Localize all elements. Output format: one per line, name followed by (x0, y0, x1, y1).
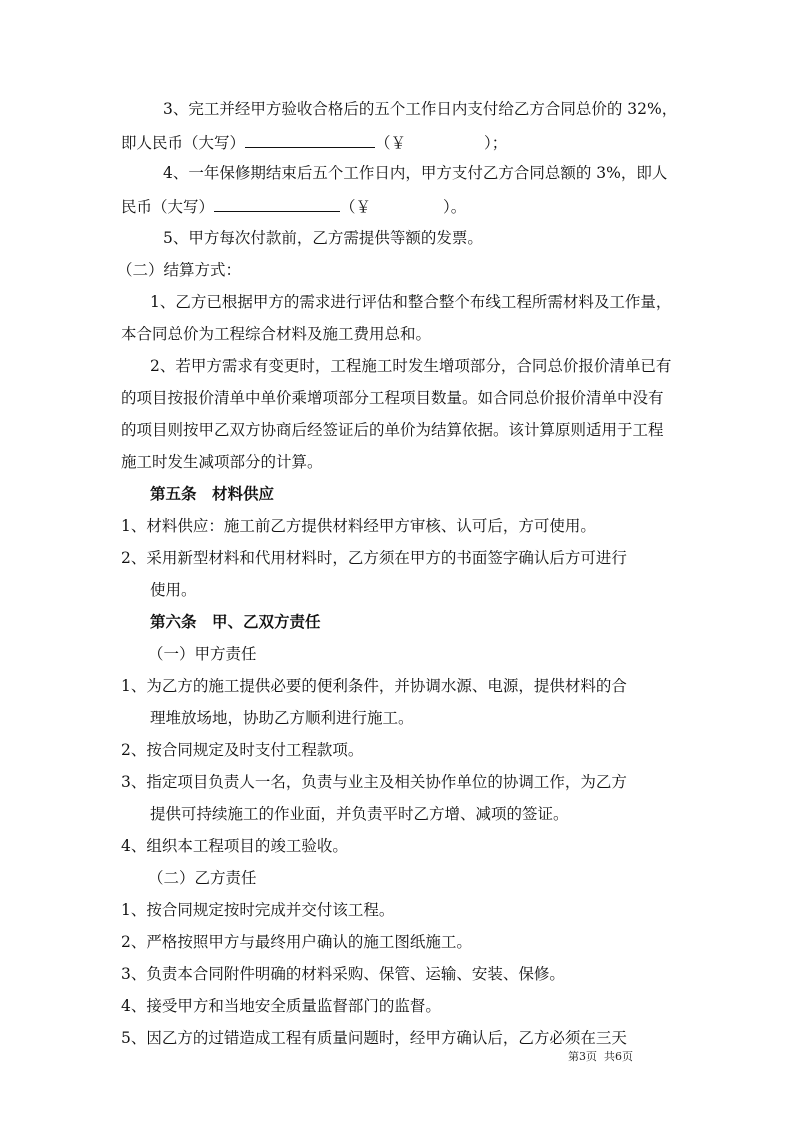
party-b-item-2: 2、严格按照甲方与最终用户确认的施工图纸施工。 (121, 933, 472, 951)
payment-item-3-line-1: 3、完工并经甲方验收合格后的五个工作日内支付给乙方合同总价的 32%， (163, 100, 678, 118)
party-b-heading: （二）乙方责任 (148, 869, 257, 887)
payment-item-5: 5、甲方每次付款前，乙方需提供等额的发票。 (163, 229, 483, 247)
page-footer (568, 1050, 633, 1064)
settlement-p2-line-4: 施工时发生减项部分的计算。 (121, 453, 323, 471)
settlement-p1-line-1: 1、乙方已根据甲方的需求进行评估和整合整个布线工程所需材料及工作量， (150, 293, 672, 311)
payment-item-3-prefix: 即人民币（大写） (121, 134, 246, 152)
party-a-item-1-line-2: 理堆放场地，协助乙方顺利进行施工。 (150, 709, 414, 727)
settlement-p2-line-3: 的项目则按甲乙双方协商后经签证后的单价为结算依据。该计算原则适用于工程 (121, 421, 664, 439)
amount-figure-close: ）； (484, 134, 508, 152)
party-b-item-5: 5、因乙方的过错造成工程有质量问题时，经甲方确认后，乙方必须在三天 (121, 1029, 627, 1047)
party-b-item-1: 1、按合同规定按时完成并交付该工程。 (121, 901, 395, 919)
party-a-item-2: 2、按合同规定及时支付工程款项。 (121, 741, 364, 759)
party-a-item-4: 4、组织本工程项目的竣工验收。 (121, 837, 348, 855)
amount-in-words-blank (245, 131, 375, 148)
amount-in-words-blank (214, 195, 340, 212)
article-5-item-2-line-2: 使用。 (150, 581, 197, 599)
payment-item-4-line-1: 4、一年保修期结束后五个工作日内，甲方支付乙方合同总额的 3%，即人 (163, 164, 668, 182)
page-total: 共6页 (604, 1050, 633, 1063)
party-a-item-1-line-1: 1、为乙方的施工提供必要的便利条件，并协调水源、电源，提供材料的合 (121, 677, 627, 695)
party-a-item-3-line-2: 提供可持续施工的作业面，并负责平时乙方增、减项的签证。 (150, 805, 569, 823)
page-number: 第3页 (568, 1050, 597, 1063)
settlement-heading: （二）结算方式： (117, 261, 242, 279)
party-a-heading: （一）甲方责任 (148, 645, 257, 663)
party-b-item-3: 3、负责本合同附件明确的材料采购、保管、运输、安装、保修。 (121, 965, 565, 983)
article-6-title: 第六条 甲、乙双方责任 (150, 612, 321, 631)
settlement-p2-line-2: 的项目按报价清单中单价乘增项部分工程项目数量。如合同总价报价清单中没有 (121, 389, 664, 407)
payment-item-4-line-2 (121, 195, 466, 217)
payment-item-4-prefix: 民币（大写） (121, 198, 215, 216)
amount-figure-open: （￥ (340, 198, 372, 216)
settlement-p2-line-1: 2、若甲方需求有变更时，工程施工时发生增项部分，合同总价报价清单已有 (150, 357, 672, 375)
settlement-p1-line-2: 本合同总价为工程综合材料及施工费用总和。 (121, 325, 432, 343)
party-a-item-3-line-1: 3、指定项目负责人一名，负责与业主及相关协作单位的协调工作，为乙方 (121, 773, 627, 791)
article-5-title: 第五条 材料供应 (150, 484, 275, 503)
article-5-item-1: 1、材料供应：施工前乙方提供材料经甲方审核、认可后，方可使用。 (121, 517, 596, 535)
party-b-item-4: 4、接受甲方和当地安全质量监督部门的监督。 (121, 997, 441, 1015)
payment-item-3-line-2 (121, 131, 507, 153)
amount-figure-open: （￥ (375, 134, 407, 152)
amount-figure-close: ）。 (443, 198, 467, 216)
article-5-item-2-line-1: 2、采用新型材料和代用材料时，乙方须在甲方的书面签字确认后方可进行 (121, 549, 627, 567)
